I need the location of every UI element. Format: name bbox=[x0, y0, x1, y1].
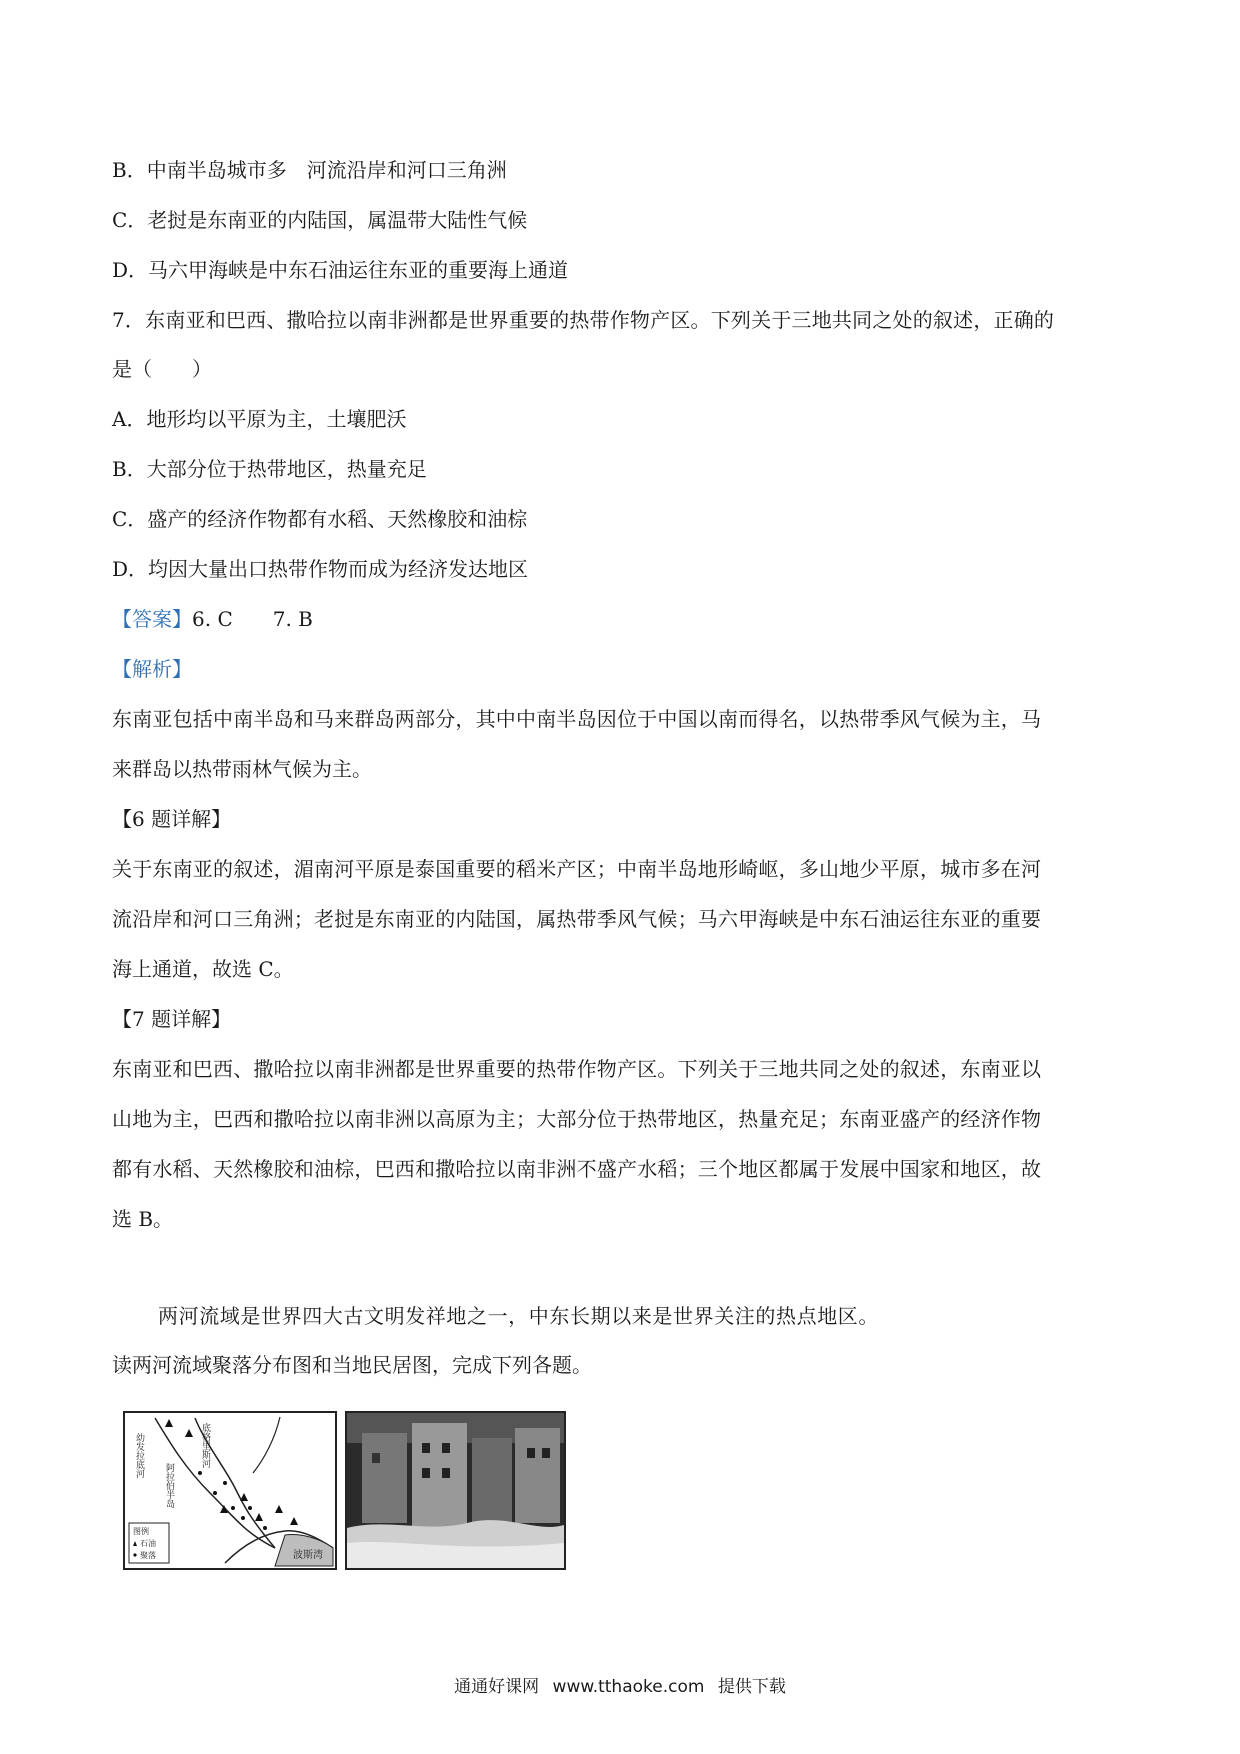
answer-value: 6. C 7. B bbox=[192, 607, 313, 631]
border-line bbox=[253, 1417, 280, 1473]
intro-line1: 两河流域是世界四大古文明发祥地之一，中东长期以来是世界关注的热点地区。 bbox=[158, 1304, 879, 1328]
analysis-label: 【解析】 bbox=[112, 657, 192, 681]
river2-label: 底格里斯河 bbox=[200, 1423, 210, 1468]
analysis-line: 来群岛以热带雨林气候为主。 bbox=[112, 757, 372, 781]
answer-label: 【答案】 bbox=[112, 607, 192, 631]
legend-settlement-label: 聚落 bbox=[140, 1551, 156, 1560]
q7-option-a: A．地形均以平原为主，土壤肥沃 bbox=[112, 407, 407, 431]
answer-row bbox=[112, 604, 313, 634]
q7-option-b: B．大部分位于热带地区，热量充足 bbox=[112, 457, 427, 481]
q7-option-d: D．均因大量出口热带作物而成为经济发达地区 bbox=[112, 557, 529, 581]
settlement-dot bbox=[198, 1471, 202, 1475]
footer-url[interactable]: www.tthaoke.com bbox=[552, 1677, 705, 1697]
q7-option-c: C．盛产的经济作物都有水稻、天然橡胶和油棕 bbox=[112, 507, 528, 531]
q7-stem-line2: 是（ ） bbox=[112, 357, 212, 381]
footer-site: 通通好课网 bbox=[454, 1677, 540, 1697]
q7-stem-line1: 7．东南亚和巴西、撒哈拉以南非洲都是世界重要的热带作物产区。下列关于三地共同之处的叙述，正确的 bbox=[112, 308, 1055, 332]
legend-title: 图例 bbox=[133, 1527, 149, 1536]
detail6-line: 流沿岸和河口三角洲；老挝是东南亚的内陆国，属热带季风气候；马六甲海峡是中东石油运往东亚的重要 bbox=[112, 907, 1042, 931]
detail6-line: 关于东南亚的叙述，湄南河平原是泰国重要的稻米产区；中南半岛地形崎岖，多山地少平原，城市多在河 bbox=[112, 857, 1042, 881]
settlement-dot bbox=[231, 1506, 235, 1510]
oil-icon bbox=[290, 1517, 298, 1525]
settlement-dot bbox=[223, 1481, 227, 1485]
q6-option-b: B．中南半岛城市多 河流沿岸和河口三角洲 bbox=[112, 158, 507, 182]
detail6-label: 【6 题详解】 bbox=[112, 807, 232, 831]
q6-option-d: D．马六甲海峡是中东石油运往东亚的重要海上通道 bbox=[112, 258, 569, 282]
detail7-line: 东南亚和巴西、撒哈拉以南非洲都是世界重要的热带作物产区。下列关于三地共同之处的叙述，东南亚以 bbox=[112, 1057, 1042, 1081]
river1-label: 幼发拉底河 bbox=[134, 1433, 144, 1478]
dwelling-photo-art bbox=[347, 1413, 564, 1568]
q6-option-c: C．老挝是东南亚的内陆国，属温带大陆性气候 bbox=[112, 208, 528, 232]
oil-icon bbox=[165, 1419, 173, 1427]
detail7-line: 都有水稻、天然橡胶和油棕，巴西和撒哈拉以南非洲不盛产水稻；三个地区都属于发展中国家和地区，故 bbox=[112, 1157, 1042, 1181]
footer-suffix: 提供下载 bbox=[717, 1677, 786, 1697]
settlement-map-figure bbox=[123, 1411, 337, 1570]
oil-icon bbox=[240, 1493, 248, 1501]
page-footer bbox=[0, 1672, 1240, 1697]
detail6-line: 海上通道，故选 C。 bbox=[112, 957, 294, 981]
detail7-line: 选 B。 bbox=[112, 1207, 174, 1231]
legend-settlement-icon bbox=[133, 1553, 136, 1556]
settlement-dot bbox=[248, 1506, 252, 1510]
settlement-dot bbox=[263, 1526, 267, 1530]
intro-line2: 读两河流域聚落分布图和当地民居图，完成下列各题。 bbox=[112, 1353, 592, 1377]
oil-icon bbox=[220, 1505, 228, 1513]
legend-oil-label: 石油 bbox=[140, 1539, 156, 1548]
settlement-map bbox=[125, 1413, 335, 1568]
gulf-label: 波斯湾 bbox=[293, 1550, 323, 1561]
dwelling-photo bbox=[345, 1411, 566, 1570]
oil-icon bbox=[275, 1505, 283, 1513]
peninsula-label: 阿拉伯半岛 bbox=[164, 1463, 174, 1508]
detail7-line: 山地为主，巴西和撒哈拉以南非洲以高原为主；大部分位于热带地区，热量充足；东南亚盛产的经济作物 bbox=[112, 1107, 1042, 1131]
oil-icon bbox=[185, 1429, 193, 1437]
settlement-dot bbox=[241, 1516, 245, 1520]
oil-icon bbox=[255, 1513, 263, 1521]
detail7-label: 【7 题详解】 bbox=[112, 1007, 232, 1031]
settlement-dot bbox=[213, 1491, 217, 1495]
analysis-line: 东南亚包括中南半岛和马来群岛两部分，其中中南半岛因位于中国以南而得名，以热带季风气候为主，马 bbox=[112, 707, 1042, 731]
